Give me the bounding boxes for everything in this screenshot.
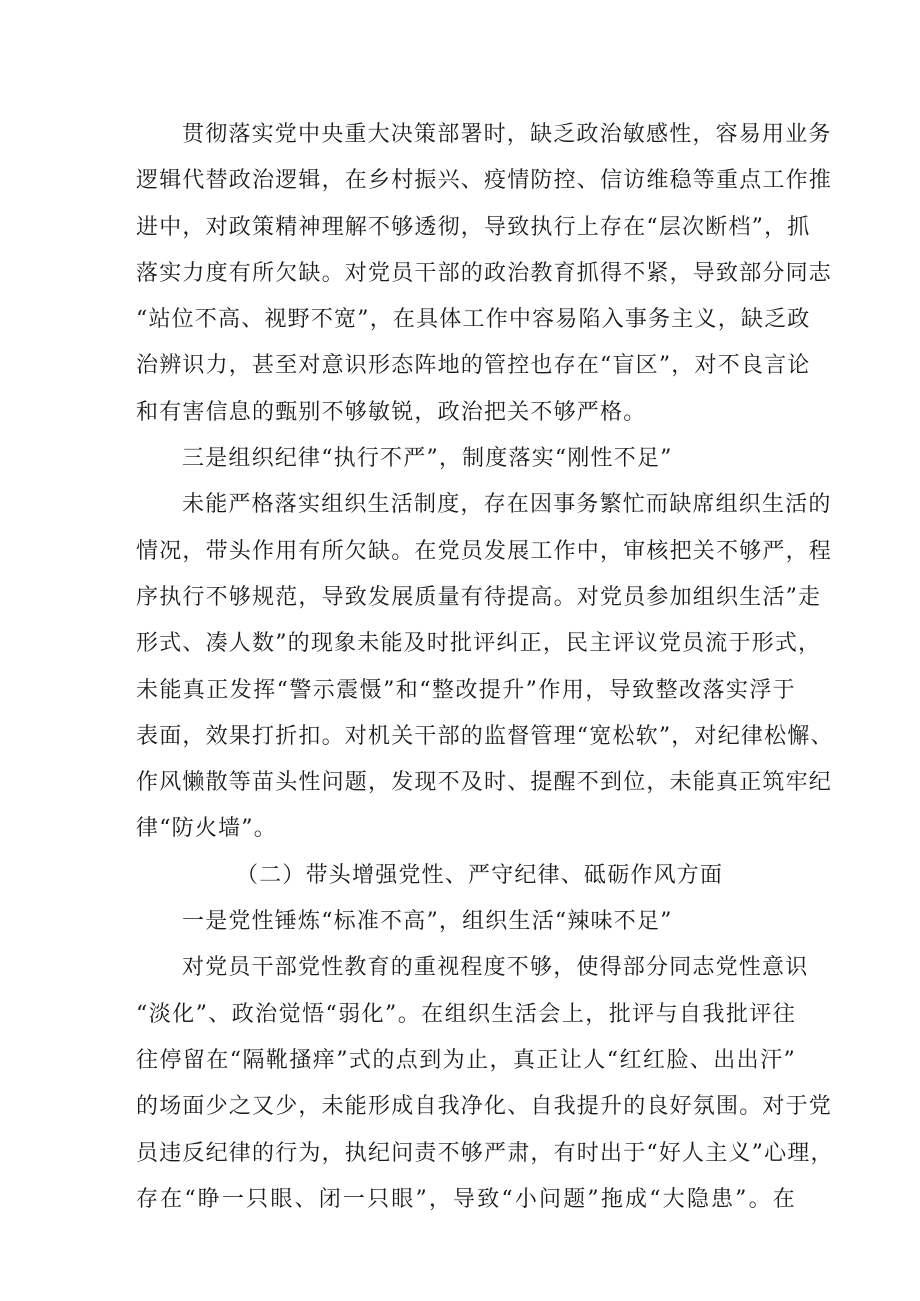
paragraph-line: “淡化”、政治觉悟“弱化”。在组织生活会上，批评与自我批评往: [136, 1001, 796, 1027]
paragraph-line: 逻辑代替政治逻辑，在乡村振兴、疫情防控、信访维稳等重点工作推: [136, 168, 833, 194]
paragraph-line: 治辨识力，甚至对意识形态阵地的管控也存在“盲区”，对不良言论: [136, 353, 811, 379]
paragraph-line: 未能真正发挥“警示震慑”和“整改提升”作用，导致整改落实浮于: [136, 677, 796, 703]
paragraph-party-spirit-education: [136, 945, 834, 1223]
paragraph-line: 表面，效果打折扣。对机关干部的监督管理“宽松软”，对纪律松懈、: [136, 723, 834, 749]
paragraph-political-sensitivity: [136, 112, 833, 436]
paragraph-line: 存在“睁一只眼、闭一只眼”，导致“小问题”拖成“大隐患”。在: [136, 1186, 796, 1212]
paragraph-line: 形式、凑人数”的现象未能及时批评纠正，民主评议党员流于形式，: [136, 631, 822, 657]
paragraph-line: 序执行不够规范，导致发展质量有待提高。对党员参加组织生活”走: [136, 584, 822, 610]
paragraph-line: 对党员干部党性教育的重视程度不够，使得部分同志党性意识: [182, 955, 809, 981]
paragraph-line: 作风懒散等苗头性问题，发现不及时、提醒不到位，未能真正筑牢纪: [136, 770, 833, 796]
document-body: [136, 112, 834, 1223]
paragraph-line: 员违反纪律的行为，执纪问责不够严肃，有时出于“好人主义”心理，: [136, 1140, 834, 1166]
paragraph-line: 往停留在“隔靴搔痒”式的点到为止，真正让人“红红脸、出出汗”: [136, 1047, 796, 1073]
paragraph-organizational-life: [136, 482, 834, 852]
paragraph-line: 和有害信息的甄别不够敏锐，政治把关不够严格。: [136, 399, 647, 425]
paragraph-line: 进中，对政策精神理解不够透彻，导致执行上存在“层次断档”，抓: [136, 214, 811, 240]
section-title: （二）带头增强党性、严守纪律、砥砺作风方面: [236, 862, 724, 888]
paragraph-line: 情况，带头作用有所欠缺。在党员发展工作中，审核把关不够严，程: [136, 538, 833, 564]
subheading-organizational-discipline: 三是组织纪律“执行不严”，制度落实“刚性不足”: [182, 446, 673, 472]
paragraph-line: 落实力度有所欠缺。对党员干部的政治教育抓得不紧，导致部分同志: [136, 260, 833, 286]
paragraph-line: 的场面少之又少，未能形成自我净化、自我提升的良好氛围。对于党: [136, 1094, 833, 1120]
paragraph-line: “站位不高、视野不宽”，在具体工作中容易陷入事务主义，缺乏政: [136, 307, 811, 333]
paragraph-line: 未能严格落实组织生活制度，存在因事务繁忙而缺席组织生活的: [182, 492, 832, 518]
paragraph-line: 律“防火墙”。: [136, 816, 277, 842]
paragraph-line: 贯彻落实党中央重大决策部署时，缺乏政治敏感性，容易用业务: [182, 122, 832, 147]
subheading-party-spirit: 一是党性锤炼“标准不高”，组织生活“辣味不足”: [182, 909, 673, 935]
